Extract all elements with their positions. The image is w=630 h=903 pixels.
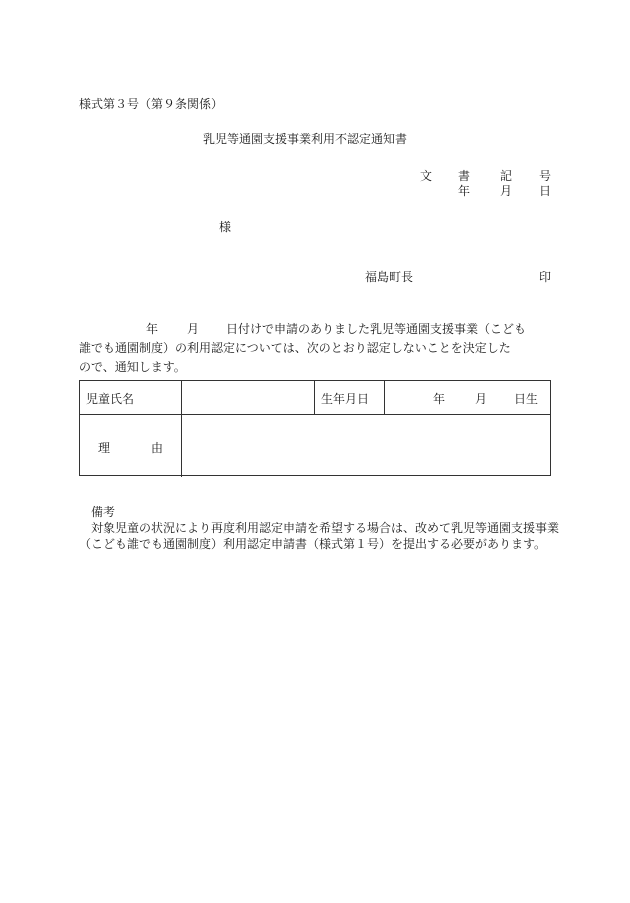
child-name-field[interactable] xyxy=(182,381,314,414)
doc-number-label-3: 記 xyxy=(500,169,513,183)
reason-label-2: 由 xyxy=(151,441,164,455)
body-line1-text: 日付けで申請のありました乳児等通園支援事業（こども xyxy=(226,322,527,336)
table-column-divider xyxy=(314,381,315,414)
doc-number-label-4: 号 xyxy=(539,169,552,183)
reason-label-1: 理 xyxy=(98,441,111,455)
child-name-label: 児童氏名 xyxy=(86,392,135,406)
reason-field[interactable] xyxy=(182,415,551,476)
notice-body-line-2: 誰でも通園制度）の利用認定については、次のとおり認定しないことを決定した xyxy=(79,341,511,355)
date-day-label: 日 xyxy=(539,184,552,198)
notice-body-line-3: ので、通知します。 xyxy=(79,360,186,374)
notes-text: 対象児童の状況により再度利用認定申請を希望する場合は、改めて乳児等通園支援事業（こども誰でも通園制度）利用認定申請書（様式第１号）を提出する必要があります。 xyxy=(79,521,560,551)
seal-mark: 印 xyxy=(539,270,552,284)
body-year-label: 年 xyxy=(146,322,159,336)
birthdate-day-label: 日生 xyxy=(514,392,539,406)
recipient-honorific: 様 xyxy=(219,220,232,234)
notice-body xyxy=(79,320,561,377)
document-title: 乳児等通園支援事業利用不認定通知書 xyxy=(203,132,408,146)
notice-body-line-1 xyxy=(79,320,561,339)
form-number: 様式第３号（第９条関係） xyxy=(79,97,224,111)
birthdate-year-label: 年 xyxy=(433,392,446,406)
child-info-table xyxy=(79,380,551,476)
doc-number-label-1: 文 xyxy=(420,169,433,183)
birthdate-field[interactable] xyxy=(385,381,551,414)
date-month-label: 月 xyxy=(500,184,513,198)
birthdate-month-label: 月 xyxy=(475,392,488,406)
document-number-row xyxy=(420,167,560,183)
issue-date-row xyxy=(420,182,560,198)
doc-number-label-2: 書 xyxy=(458,169,471,183)
notes-heading: 備考 xyxy=(91,505,116,519)
body-month-label: 月 xyxy=(187,322,200,336)
birthdate-label: 生年月日 xyxy=(321,392,370,406)
issuer-name: 福島町長 xyxy=(365,270,414,284)
date-year-label: 年 xyxy=(458,184,471,198)
notes-section xyxy=(79,504,561,552)
